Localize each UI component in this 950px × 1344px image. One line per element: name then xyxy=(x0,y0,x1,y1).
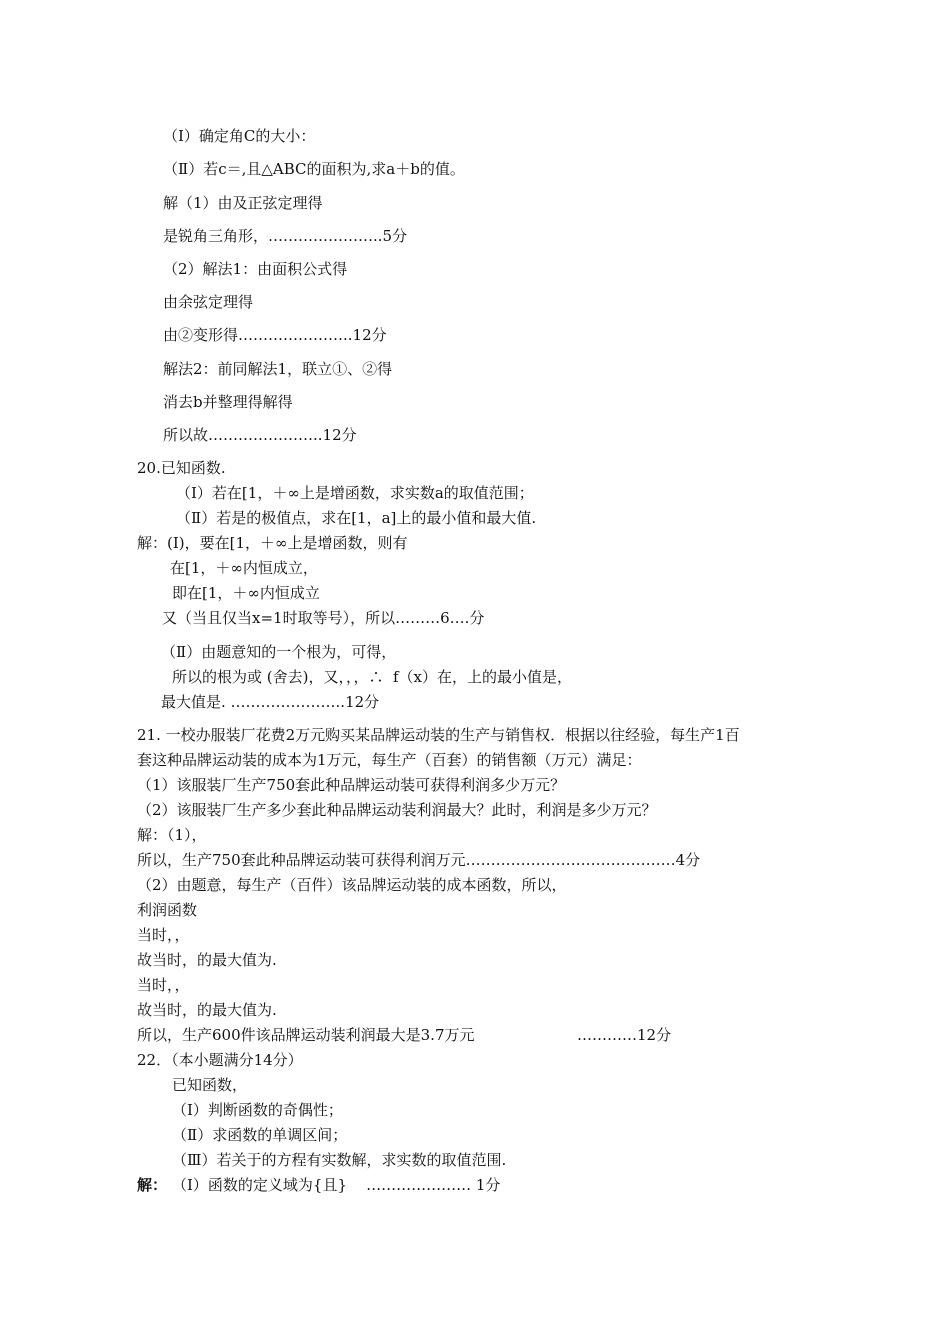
text-line: 已知函数， xyxy=(172,1076,248,1094)
question-heading: 20.已知函数. xyxy=(137,459,226,477)
text-line: （Ⅰ）函数的定义域为{且} ………………… 1分 xyxy=(172,1176,501,1194)
text-line: 即在[1，＋∞内恒成立 xyxy=(172,584,320,602)
text-line: 解：（1）， xyxy=(137,826,207,844)
text-line: 故当时，的最大值为. xyxy=(137,1001,277,1019)
text-line: 所以，生产750套此种品牌运动装可获得利润万元……………………………………4分 xyxy=(137,851,701,869)
text-line: 在[1，＋∞内恒成立， xyxy=(170,559,318,577)
text-line: 当时，， xyxy=(137,926,190,944)
text-line: （Ⅰ）判断函数的奇偶性； xyxy=(172,1101,343,1119)
text-line: （Ⅲ）若关于的方程有实数解，求实数的取值范围. xyxy=(172,1151,507,1169)
text-line: 故当时，的最大值为. xyxy=(137,951,277,969)
text-line: （Ⅱ）若是的极值点，求在[1，a]上的最小值和最大值. xyxy=(176,509,537,527)
text-line: 所以，生产600件该品牌运动装利润最大是3.7万元 xyxy=(137,1026,475,1044)
text-line: 由②变形得…………………..12分 xyxy=(163,326,387,344)
text-line: （1）该服装厂生产750套此种品牌运动装可获得利润多少万元？ xyxy=(137,776,566,794)
text-line: （Ⅱ）若c＝,且△ABC的面积为,求a＋b的值。 xyxy=(163,160,465,178)
text-line: 解：(Ⅰ)，要在[1，＋∞上是增函数，则有 xyxy=(137,534,408,552)
text-line: （2）该服装厂生产多少套此种品牌运动装利润最大？此时，利润是多少万元？ xyxy=(137,801,657,819)
text-line: （2）由题意，每生产（百件）该品牌运动装的成本函数，所以， xyxy=(137,876,567,894)
score-note: …………12分 xyxy=(577,1026,672,1044)
text-line: （Ⅰ）若在[1，＋∞上是增函数，求实数a的取值范围； xyxy=(176,484,534,502)
text-line: （2）解法1：由面积公式得 xyxy=(163,260,348,278)
text-line: 又（当且仅当x=1时取等号），所以………6….分 xyxy=(162,609,485,627)
text-line: （Ⅰ）确定角C的大小： xyxy=(163,127,316,145)
text-line: 最大值是. …………………..12分 xyxy=(161,693,380,711)
solution-label: 解： xyxy=(137,1176,168,1194)
text-line: 解法2：前同解法1，联立①、②得 xyxy=(163,360,393,378)
text-line: 由余弦定理得 xyxy=(163,293,254,311)
text-line: 是锐角三角形，…………………..5分 xyxy=(163,227,408,245)
text-line: 当时，， xyxy=(137,976,190,994)
question-heading: 22．（本小题满分14分） xyxy=(137,1051,303,1069)
text-line: 套这种品牌运动装的成本为1万元，每生产（百套）的销售额（万元）满足： xyxy=(137,751,642,769)
text-line: （Ⅱ）由题意知的一个根为，可得， xyxy=(161,643,397,661)
text-line: 所以的根为或 (舍去)，又，，，∴ f（x）在，上的最小值是， xyxy=(172,668,573,686)
text-line: 消去b并整理得解得 xyxy=(163,393,293,411)
text-line: （Ⅱ）求函数的单调区间； xyxy=(172,1126,348,1144)
question-heading: 21. 一校办服装厂花费2万元购买某品牌运动装的生产与销售权．根据以往经验，每生产1百 xyxy=(137,726,740,744)
text-line: 利润函数 xyxy=(137,901,198,919)
text-line: 所以故…………………..12分 xyxy=(163,426,357,444)
text-line: 解（1）由及正弦定理得 xyxy=(163,194,323,212)
